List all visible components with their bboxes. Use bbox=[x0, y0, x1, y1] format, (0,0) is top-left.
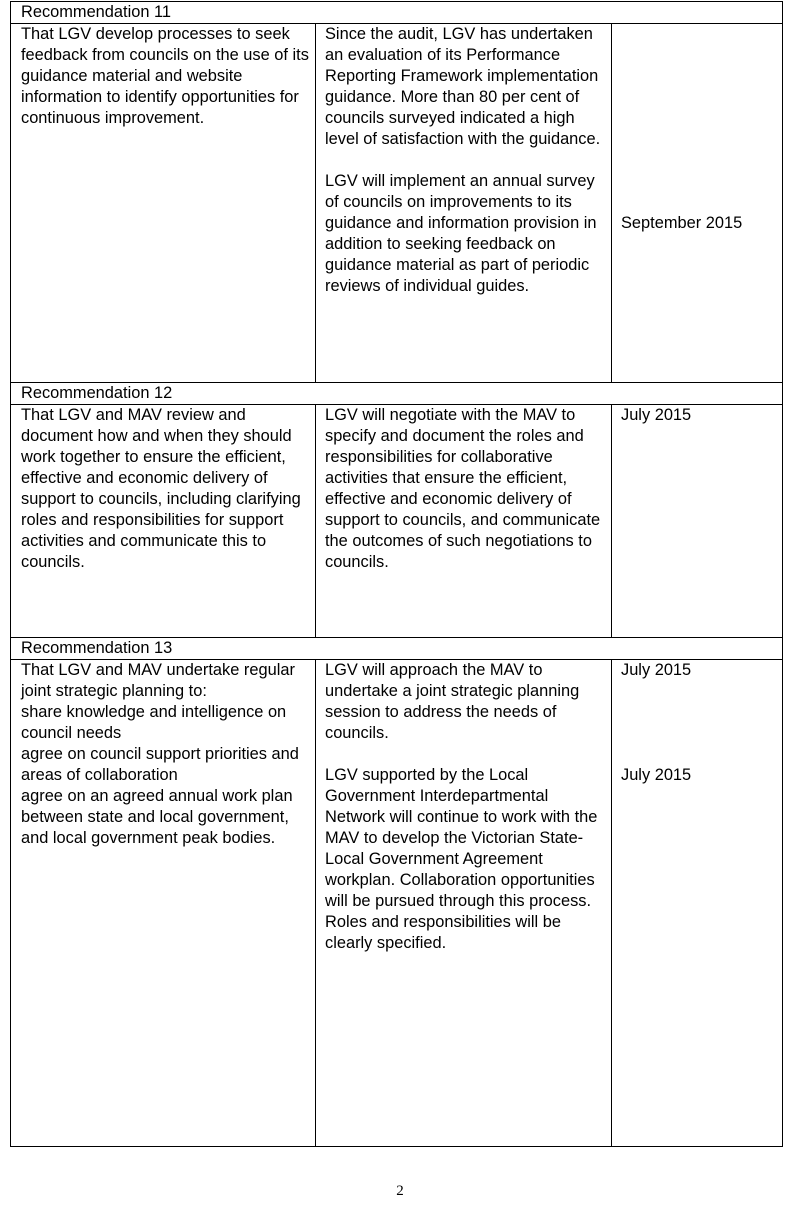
rec-12-heading: Recommendation 12 bbox=[11, 383, 783, 405]
rec-11-date-cell bbox=[612, 24, 783, 383]
rec-12-recommendation bbox=[11, 405, 316, 638]
rec-12-heading-row bbox=[11, 383, 783, 405]
rec-13-response bbox=[316, 660, 612, 1147]
rec-13-response-2: LGV supported by the Local Government Interdepartmental Network will continue to work with the MAV to develop the Victorian State-Local Government Agreement workplan. Collaboration opportunities will be pursued through this process. Roles and responsibilities will be clearly specified. bbox=[325, 766, 598, 952]
rec-13-heading: Recommendation 13 bbox=[11, 638, 783, 660]
rec-12-response-1: LGV will negotiate with the MAV to specify and document the roles and responsibilities for collaborative activities that ensure the efficient, effective and economic delivery of support to councils, and communicate the outcomes of such negotiations to councils. bbox=[325, 406, 601, 571]
rec-11-row bbox=[11, 24, 783, 383]
rec-12-date-1: July 2015 bbox=[621, 406, 692, 424]
rec-13-date-2: July 2015 bbox=[621, 766, 692, 784]
rec-12-date-cell bbox=[612, 405, 783, 638]
rec-11-recommendation-text: That LGV develop processes to seek feedback from councils on the use of its guidance material and website information to identify opportunities for continuous improvement. bbox=[21, 25, 309, 127]
rec-11-recommendation bbox=[11, 24, 316, 383]
rec-13-recommendation bbox=[11, 660, 316, 1147]
rec-13-date-cell bbox=[612, 660, 783, 1147]
rec-12-recommendation-text: That LGV and MAV review and document how and when they should work together to ensure the efficient, effective and economic delivery of support to councils, including clarifying roles and responsibilities for support activities and communicate this to councils. bbox=[21, 406, 301, 571]
rec-11-heading: Recommendation 11 bbox=[11, 2, 783, 24]
rec-11-response-2: LGV will implement an annual survey of councils on improvements to its guidance and information provision in addition to seeking feedback on guidance material as part of periodic reviews of individual guides. bbox=[325, 172, 597, 295]
rec-13-heading-row bbox=[11, 638, 783, 660]
rec-12-row bbox=[11, 405, 783, 638]
page-number: 2 bbox=[396, 1183, 404, 1199]
rec-13-recommendation-point-3: agree on an agreed annual work plan between state and local government, and local government peak bodies. bbox=[21, 787, 293, 847]
rec-13-date-1: July 2015 bbox=[621, 661, 692, 679]
rec-11-response-1: Since the audit, LGV has undertaken an evaluation of its Performance Reporting Framework implementation guidance. More than 80 per cent of councils surveyed indicated a high level of satisfaction with the guidance. bbox=[325, 25, 601, 148]
rec-11-response bbox=[316, 24, 612, 383]
rec-13-row bbox=[11, 660, 783, 1147]
rec-13-response-1: LGV will approach the MAV to undertake a joint strategic planning session to address the needs of councils. bbox=[325, 661, 580, 742]
rec-13-recommendation-point-2: agree on council support priorities and areas of collaboration bbox=[21, 745, 299, 784]
rec-11-heading-row bbox=[11, 2, 783, 24]
rec-11-date-1: September 2015 bbox=[621, 214, 743, 232]
recommendations-table bbox=[10, 1, 783, 1147]
rec-12-response bbox=[316, 405, 612, 638]
rec-13-recommendation-intro: That LGV and MAV undertake regular joint strategic planning to: bbox=[21, 661, 295, 700]
rec-13-recommendation-point-1: share knowledge and intelligence on council needs bbox=[21, 703, 287, 742]
